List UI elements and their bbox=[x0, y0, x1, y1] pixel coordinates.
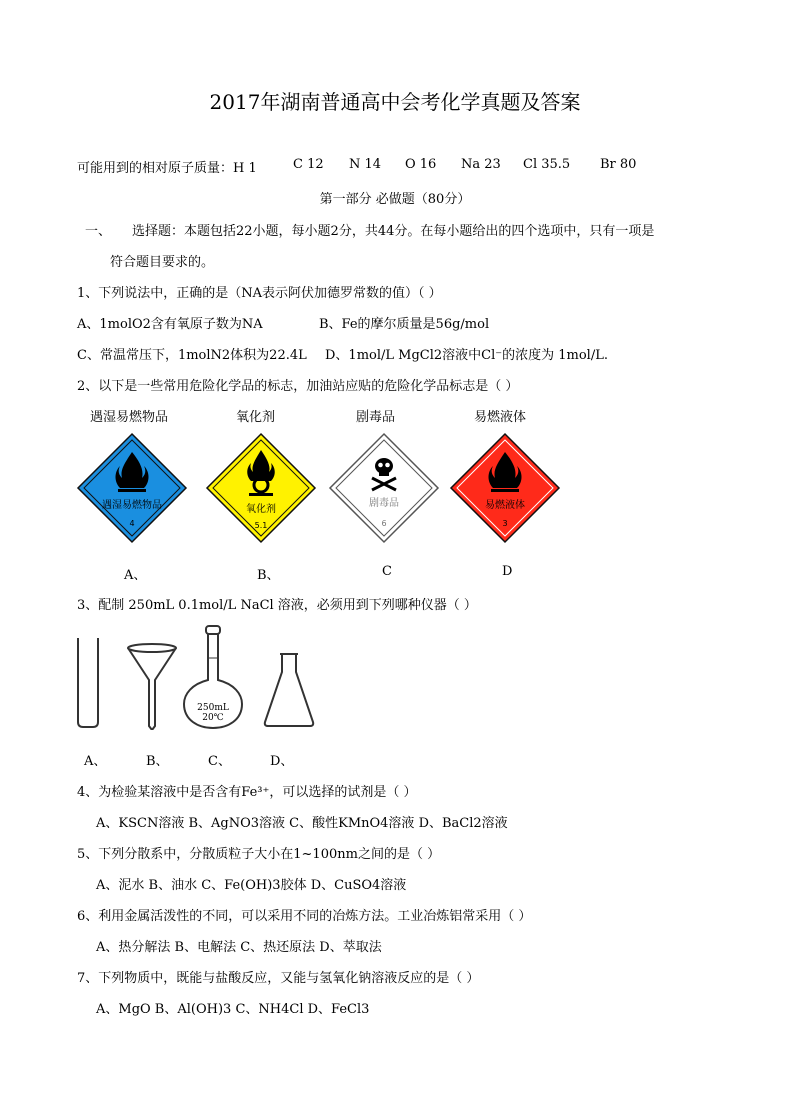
section-number: 一、 bbox=[85, 224, 112, 239]
flask-temp-label: 20℃ bbox=[202, 713, 224, 723]
sign-letter-a: A、 bbox=[124, 568, 147, 583]
section-instruction-line1: 选择题：本题包括22小题，每小题2分，共44分。在每小题给出的四个选项中，只有一项是 bbox=[132, 224, 655, 239]
sign-a-inner-label: 遇湿易燃物品 bbox=[102, 500, 162, 511]
section-instruction-line2: 符合题目要求的。 bbox=[110, 255, 215, 270]
q1-option-c: C、常温常压下，1molN2体积为22.4L bbox=[77, 348, 307, 363]
hazard-sign-dangerous-when-wet bbox=[76, 432, 188, 544]
apparatus-letter-d: D、 bbox=[270, 754, 294, 769]
sign-letter-d: D bbox=[502, 564, 513, 579]
apparatus-letter-b: B、 bbox=[146, 754, 169, 769]
q3-stem: 3、配制 250mL 0.1mol/L NaCl 溶液，必须用到下列哪种仪器（ ） bbox=[77, 598, 477, 613]
sign-b-inner-label: 氧化剂 bbox=[246, 504, 276, 515]
q5-options: A、泥水 B、油水 C、Fe(OH)3胶体 D、CuSO4溶液 bbox=[96, 878, 407, 893]
part1-heading: 第一部分 必做题（80分） bbox=[319, 192, 471, 207]
sign-caption-c: 剧毒品 bbox=[356, 410, 396, 425]
mass-cl: Cl 35.5 bbox=[523, 157, 571, 172]
atomic-masses-label: 可能用到的相对原子质量：H 1 bbox=[77, 161, 257, 176]
mass-o: O 16 bbox=[405, 157, 437, 172]
q6-stem: 6、利用金属活泼性的不同，可以采用不同的冶炼方法。工业冶炼铝常采用（ ） bbox=[77, 909, 532, 924]
q7-options: A、MgO B、Al(OH)3 C、NH4Cl D、FeCl3 bbox=[96, 1002, 370, 1017]
mass-br: Br 80 bbox=[600, 157, 637, 172]
mass-na: Na 23 bbox=[461, 157, 501, 172]
q4-stem: 4、为检验某溶液中是否含有Fe³⁺，可以选择的试剂是（ ） bbox=[77, 785, 417, 800]
hazard-sign-toxic bbox=[328, 432, 440, 544]
sign-d-inner-label: 易燃液体 bbox=[485, 500, 525, 511]
mass-c: C 12 bbox=[293, 157, 324, 172]
flask-volume-label: 250mL bbox=[197, 703, 229, 713]
sign-c-inner-label: 剧毒品 bbox=[369, 498, 399, 509]
q1-stem: 1、下列说法中，正确的是（NA表示阿伏加德罗常数的值）（ ） bbox=[77, 286, 442, 301]
apparatus-letter-c: C、 bbox=[208, 754, 231, 769]
funnel-icon bbox=[124, 642, 180, 730]
page-title: 2017年湖南普通高中会考化学真题及答案 bbox=[209, 90, 581, 114]
hazard-sign-oxidizer bbox=[205, 432, 317, 544]
q1-option-d: D、1mol/L MgCl2溶液中Cl⁻的浓度为 1mol/L. bbox=[325, 348, 608, 363]
sign-d-number: 3 bbox=[502, 519, 508, 528]
test-tube-icon bbox=[72, 630, 104, 730]
sign-caption-a: 遇湿易燃物品 bbox=[90, 410, 169, 425]
q4-options: A、KSCN溶液 B、AgNO3溶液 C、酸性KMnO4溶液 D、BaCl2溶液 bbox=[96, 816, 508, 831]
q2-stem: 2、以下是一些常用危险化学品的标志，加油站应贴的危险化学品标志是（ ） bbox=[77, 379, 519, 394]
sign-letter-b: B、 bbox=[257, 568, 280, 583]
sign-b-number: 5.1 bbox=[254, 521, 268, 530]
sign-letter-c: C bbox=[382, 564, 392, 579]
sign-a-number: 4 bbox=[129, 519, 135, 528]
apparatus-letter-a: A、 bbox=[84, 754, 107, 769]
q6-options: A、热分解法 B、电解法 C、热还原法 D、萃取法 bbox=[96, 940, 382, 955]
mass-n: N 14 bbox=[349, 157, 382, 172]
sign-caption-d: 易燃液体 bbox=[474, 410, 527, 425]
sign-caption-b: 氧化剂 bbox=[236, 410, 276, 425]
hazard-sign-flammable-liquid bbox=[449, 432, 561, 544]
q1-option-a: A、1molO2含有氧原子数为NA bbox=[77, 317, 263, 332]
q5-stem: 5、下列分散系中，分散质粒子大小在1~100nm之间的是（ ） bbox=[77, 847, 441, 862]
q1-option-b: B、Fe的摩尔质量是56g/mol bbox=[319, 317, 490, 332]
sign-c-number: 6 bbox=[381, 519, 387, 528]
q7-stem: 7、下列物质中，既能与盐酸反应，又能与氢氧化钠溶液反应的是（ ） bbox=[77, 971, 480, 986]
volumetric-flask-icon bbox=[180, 624, 246, 730]
erlenmeyer-flask-icon bbox=[262, 652, 316, 728]
